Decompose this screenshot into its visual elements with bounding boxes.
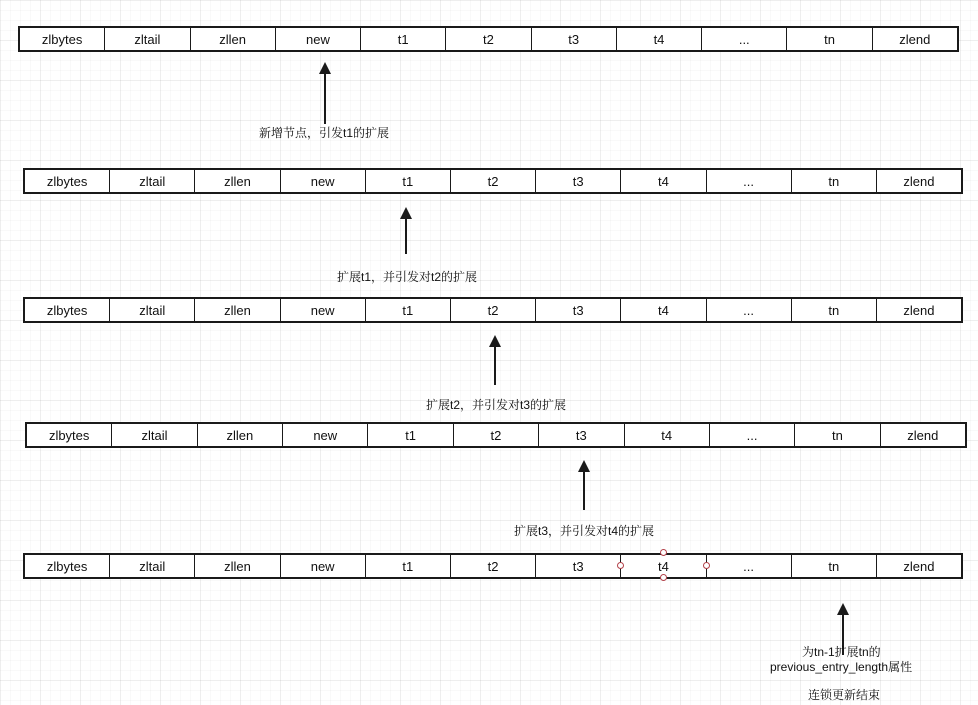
entry-cell: t4 [625,424,710,446]
entry-cell: zlend [907,427,939,443]
entry-cell: t2 [451,299,536,321]
entry-cell: t1 [366,170,451,192]
entry-cell: zltail [110,170,195,192]
selection-handle-left[interactable] [617,562,624,569]
entry-cell: new [276,28,361,50]
entry-cell: zlend [903,173,935,189]
entry-cell: ... [707,170,792,192]
caption-step-5-line-1: 为tn-1扩展tn的 [802,645,881,659]
entry-cell: zllen [191,28,276,50]
entry-cell: t4 [621,170,706,192]
ziplist-row-1 [18,26,959,52]
ziplist-row-3 [23,297,963,323]
entry-cell: zltail [112,424,197,446]
entry-cell: zltail [105,28,190,50]
entry-cell: zlbytes [25,299,110,321]
entry-cell: zllen [195,170,280,192]
arrow-up-icon [400,207,412,254]
entry-cell: t3 [536,555,621,577]
entry-cell: zllen [198,424,283,446]
entry-cell: new [281,170,366,192]
entry-cell: zllen [195,555,280,577]
entry-cell: t4 [621,299,706,321]
entry-cell: t2 [451,170,536,192]
entry-cell: t3 [536,170,621,192]
arrow-up-icon [578,460,590,510]
entry-cell: t1 [368,424,453,446]
selection-handle-right[interactable] [703,562,710,569]
entry-cell: t2 [451,555,536,577]
arrow-up-icon [489,335,501,385]
entry-cell: tn [792,555,877,577]
entry-cell: t3 [536,299,621,321]
entry-cell: t4 [621,555,706,577]
entry-cell: zlend [903,558,935,574]
entry-cell: tn [795,424,880,446]
entry-cell: zltail [110,299,195,321]
entry-cell: t3 [539,424,624,446]
ziplist-row-2 [23,168,963,194]
ziplist-row-5 [23,553,963,579]
entry-cell: ... [707,555,792,577]
entry-cell: new [281,299,366,321]
entry-cell: tn [792,170,877,192]
entry-cell: t4 [617,28,702,50]
entry-cell: t3 [532,28,617,50]
entry-cell: zlend [903,302,935,318]
selection-handle-top[interactable] [660,549,667,556]
entry-cell: zlbytes [27,424,112,446]
entry-cell: new [283,424,368,446]
caption-step-1: 新增节点，引发t1的扩展 [259,126,390,140]
entry-cell: ... [707,299,792,321]
selection-handle-bottom[interactable] [660,574,667,581]
entry-cell: ... [702,28,787,50]
entry-cell: t2 [446,28,531,50]
entry-cell: zlbytes [20,28,105,50]
entry-cell: tn [792,299,877,321]
caption-step-4: 扩展t3，并引发对t4的扩展 [514,524,655,538]
entry-cell: t1 [366,299,451,321]
arrow-up-icon [319,62,331,124]
entry-cell: zlend [899,31,931,47]
caption-end: 连锁更新结束 [808,688,881,702]
caption-step-2: 扩展t1，并引发对t2的扩展 [337,270,478,284]
entry-cell: zllen [195,299,280,321]
entry-cell: t2 [454,424,539,446]
entry-cell: zltail [110,555,195,577]
entry-cell: zlbytes [25,555,110,577]
caption-step-5-line-2: previous_entry_length属性 [770,660,913,674]
entry-cell: new [281,555,366,577]
ziplist-row-4 [25,422,967,448]
entry-cell: t1 [366,555,451,577]
caption-step-3: 扩展t2，并引发对t3的扩展 [426,398,567,412]
entry-cell: zlbytes [25,170,110,192]
entry-cell: ... [710,424,795,446]
entry-cell: tn [787,28,872,50]
entry-cell: t1 [361,28,446,50]
